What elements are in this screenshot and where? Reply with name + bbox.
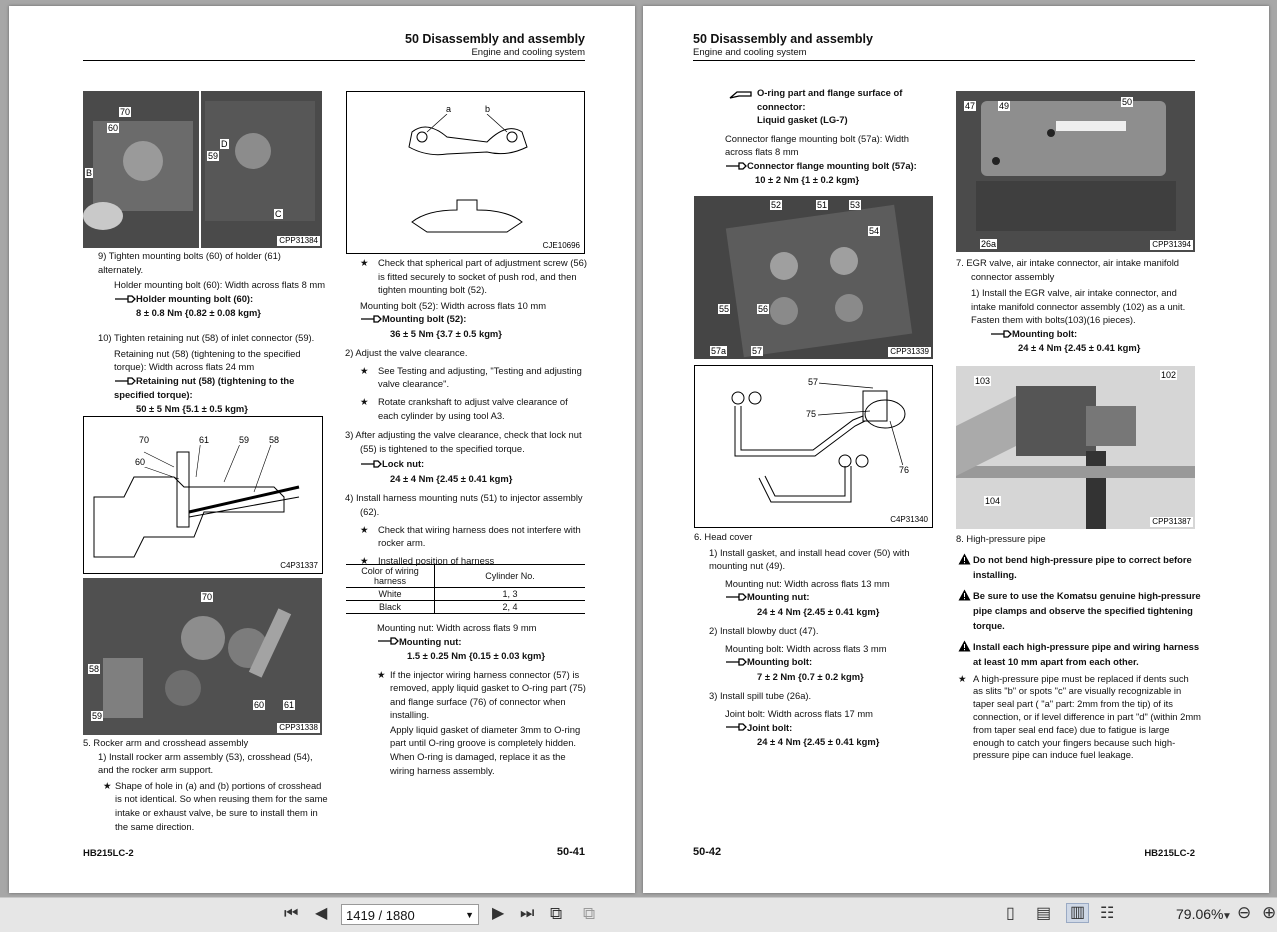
diagram-label: 59 [239, 435, 250, 445]
table-row [346, 601, 585, 614]
star-icon: ★ [360, 554, 369, 566]
wrench-icon [114, 293, 136, 307]
diagram-injector-section [83, 416, 323, 574]
torque-label: Mounting bolt: [1012, 327, 1078, 339]
photo-engine-head [956, 91, 1195, 252]
diagram-crosshead [346, 91, 585, 254]
torque-value: 8 ± 0.8 Nm {0.82 ± 0.08 kgm} [136, 307, 261, 319]
page-header-subtitle: Engine and cooling system [693, 47, 807, 58]
right-page [643, 6, 1269, 893]
gasket-value: Liquid gasket (LG-7) [757, 114, 848, 126]
next-view-icon[interactable]: ⧉ [583, 904, 596, 923]
wrench-icon [377, 635, 399, 649]
left-right-column-bottom [377, 621, 589, 777]
photo-head-cover [694, 196, 933, 359]
header-rule [83, 60, 585, 61]
torque-label: Joint bolt: [747, 721, 793, 733]
photo-label: D [221, 139, 228, 149]
photo-label: 104 [985, 496, 1001, 506]
step-10 [98, 331, 326, 415]
torque-value: 24 ± 4 Nm {2.45 ± 0.41 kgm} [757, 605, 880, 617]
step-5-heading: 5. Rocker arm and crosshead assembly [83, 737, 249, 748]
photo-label: 57 [752, 346, 763, 356]
chevron-down-icon[interactable]: ▼ [465, 910, 474, 920]
note [377, 668, 589, 778]
step-4: 4) Install harness mounting nuts (51) to injector assembly (62). [345, 492, 583, 517]
warning [956, 639, 1201, 669]
photo-label: B [86, 168, 93, 178]
two-page-view-icon[interactable]: ▥ [1066, 903, 1089, 923]
page-indicator: 1419 / 1880 [346, 908, 415, 923]
step-6-sub2: 2) Install blowby duct (47). [709, 625, 819, 637]
step-6-sub3: 3) Install spill tube (26a). [709, 690, 812, 702]
table-header: Cylinder No. [435, 565, 586, 588]
zoom-in-icon[interactable]: ⊕ [1262, 903, 1277, 922]
torque-label: Mounting bolt: [747, 656, 813, 668]
photo-label: 58 [89, 664, 100, 674]
spec: Mounting nut: Width across flats 9 mm [377, 622, 537, 633]
photo-label: 55 [719, 304, 730, 314]
photo-label: 49 [999, 101, 1010, 111]
photo-label: 26a [981, 239, 997, 249]
wrench-icon [360, 313, 382, 327]
step-10-text: 10) Tighten retaining nut (58) of inlet connector (59). [98, 332, 315, 343]
step-3: 3) After adjusting the valve clearance, check that lock nut (55) is tightened to the specified torque. [345, 429, 582, 454]
footer-page-number: 50-41 [556, 846, 585, 858]
left-right-column [345, 256, 590, 567]
figure-code: C4P31337 [280, 561, 318, 570]
table-cell: 2, 4 [435, 601, 586, 614]
warning-text: Do not bend high-pressure pipe to correct before installing. [973, 553, 1192, 580]
star-icon: ★ [103, 779, 112, 791]
wrench-icon [360, 458, 382, 472]
figure-code: CPP31338 [279, 723, 318, 732]
zoom-dropdown-icon[interactable]: ▼ [1222, 911, 1232, 922]
warning-icon [958, 589, 971, 605]
warning-text: Be sure to use the Komatsu genuine high-pressure pipe clamps and observe the specified tightening torque. [973, 589, 1201, 631]
photo-label: 70 [120, 107, 131, 117]
page-header-subtitle: Engine and cooling system [471, 47, 585, 58]
diagram-label: a [446, 104, 452, 114]
spec: Mounting nut: Width across flats 13 mm [725, 577, 890, 589]
photo-label: 102 [1161, 370, 1177, 380]
torque-label: Mounting bolt (52): [382, 313, 467, 325]
torque-value: 36 ± 5 Nm {3.7 ± 0.5 kgm} [390, 327, 502, 339]
photo-label: 50 [1122, 97, 1133, 107]
torque-spec [98, 292, 326, 320]
torque-label: Holder mounting bolt (60): [136, 292, 254, 304]
torque-value: 24 ± 4 Nm {2.45 ± 0.41 kgm} [1018, 342, 1141, 354]
figure-code: CPP31387 [1152, 517, 1191, 526]
torque-value: 24 ± 4 Nm {2.45 ± 0.41 kgm} [390, 472, 513, 484]
torque-label: Connector flange mounting bolt (57a): [747, 159, 917, 171]
step-10-spec: Retaining nut (58) (tightening to the specified torque): Width across flats 24 mm [114, 347, 301, 373]
note [83, 779, 328, 833]
step-5 [83, 736, 328, 833]
diagram-label: 57 [808, 377, 819, 387]
step-7-heading: 7. EGR valve, air intake connector, air intake manifold connector assembly [956, 257, 1180, 282]
photo-label: 47 [965, 101, 976, 111]
warning [956, 588, 1201, 633]
step-8-heading: 8. High-pressure pipe [956, 533, 1046, 544]
warning-icon [958, 640, 971, 656]
table-cell: Black [346, 601, 435, 614]
figure-code: C4P31340 [890, 515, 928, 524]
note-text: See Testing and adjusting, "Testing and adjusting valve clearance". [378, 364, 582, 390]
torque-value: 7 ± 2 Nm {0.7 ± 0.2 kgm} [757, 670, 864, 682]
star-icon: ★ [360, 257, 369, 268]
torque-label: Retaining nut (58) (tightening to the specified torque): [114, 374, 295, 401]
torque-spec [377, 635, 589, 663]
step-8 [956, 532, 1201, 762]
photo-valve-holder [83, 91, 322, 248]
torque-label: Lock nut: [382, 458, 425, 470]
gasket-item [727, 86, 937, 127]
star-icon: ★ [958, 672, 967, 684]
torque-spec [725, 159, 937, 187]
photo-label: 51 [817, 200, 828, 210]
note [956, 673, 1201, 763]
figure-code: CPP31394 [1152, 240, 1191, 249]
step-9-spec: Holder mounting bolt (60): Width across flats 8 mm [114, 279, 326, 291]
wrench-icon [725, 160, 747, 174]
torque-spec [956, 327, 1201, 355]
photo-label: 53 [850, 200, 861, 210]
diagram-label: 75 [806, 409, 817, 419]
photo-label: 52 [771, 200, 782, 210]
wrench-icon [725, 721, 747, 735]
wrench-icon [114, 375, 136, 389]
photo-label: 60 [254, 700, 265, 710]
step-5-sub1: 1) Install rocker arm assembly (53), crosshead (54), and the rocker arm support. [98, 750, 313, 776]
step-6-heading: 6. Head cover [694, 531, 753, 542]
diagram-label: 76 [899, 465, 910, 475]
photo-egr-valve [956, 366, 1195, 529]
torque-label: Mounting nut: [399, 635, 462, 647]
star-icon: ★ [360, 364, 369, 376]
note-text: A high-pressure pipe must be replaced if dents such as slits "b" or spots "c" are visually recognizable in taper seal part ( "a" part: 2mm from the tip) of its connection, or if level difference in part "d" (within 2mm from taper seal end face) due to fatigue is large enough to catch your fingers because such high-pressure pipe can induce fuel leakage. [973, 672, 1201, 761]
single-page-view-icon[interactable]: ▯ [1006, 905, 1015, 922]
diagram-label: 60 [135, 457, 146, 467]
diagram-label: b [485, 104, 491, 114]
photo-label: 54 [869, 226, 880, 236]
torque-spec [360, 457, 590, 485]
torque-value: 1.5 ± 0.25 Nm {0.15 ± 0.03 kgm} [407, 649, 545, 661]
photo-injector-installed [83, 578, 322, 735]
harness-table [346, 564, 585, 614]
torque-spec [694, 590, 939, 618]
warning-icon [958, 553, 971, 569]
figure-code: CPP31384 [279, 236, 318, 245]
diagram-harness-connector [694, 365, 933, 528]
note-text: If the injector wiring harness connector (57) is removed, apply liquid gasket to O-ring part (75) and flange surface (76) of connector when installing. [390, 668, 586, 721]
photo-label: 59 [208, 151, 219, 161]
star-icon: ★ [360, 396, 369, 408]
diagram-label: 70 [139, 435, 150, 445]
torque-spec [694, 721, 939, 749]
previous-page-button[interactable]: ◀ [315, 905, 328, 922]
photo-label: C [275, 209, 282, 219]
note-text: Apply liquid gasket of diameter 3mm to O-ring part until O-ring groove is completely hidden. When O-ring is damaged, replace it as the wiring harness assembly. [390, 723, 581, 776]
spec: Connector flange mounting bolt (57a): Width across flats 8 mm [725, 132, 909, 158]
page-header-title: 50 Disassembly and assembly [693, 32, 873, 46]
first-page-button[interactable]: ⏮ [284, 905, 299, 922]
wrench-icon [990, 328, 1012, 342]
warning-text: Install each high-pressure pipe and wiring harness at least 10 mm apart from each other. [973, 640, 1200, 667]
left-page [9, 6, 635, 893]
wrench-icon [725, 591, 747, 605]
photo-label: 57a [711, 346, 727, 356]
figure-code: CPP31339 [890, 347, 929, 356]
wrench-icon [725, 656, 747, 670]
photo-label: 56 [758, 304, 769, 314]
photo-label: 59 [92, 711, 103, 721]
zoom-level[interactable]: 79.06% [1176, 906, 1224, 922]
step-6-sub1: 1) Install gasket, and install head cover (50) with mounting nut (49). [709, 546, 910, 572]
note-text: Check that spherical part of adjustment screw (56) is fitted securely to socket of push rod, and then tighten mounting bolt (52). [378, 257, 587, 296]
note-text: Installed position of harness [378, 554, 495, 566]
last-page-button[interactable]: ⏭ [520, 905, 535, 922]
star-icon: ★ [377, 668, 386, 680]
note [360, 523, 590, 550]
photo-label: 103 [975, 376, 991, 386]
diagram-label: 58 [269, 435, 280, 445]
header-rule [693, 60, 1195, 61]
star-icon: ★ [360, 523, 369, 535]
diagram-label: 61 [199, 435, 210, 445]
step-7 [956, 256, 1201, 355]
table-cell: White [346, 588, 435, 601]
note-text: Rotate crankshaft to adjust valve clearance of each cylinder by using tool A3. [378, 396, 568, 421]
torque-spec [98, 374, 326, 416]
torque-value: 50 ± 5 Nm {5.1 ± 0.5 kgm} [136, 402, 248, 414]
step-7-sub1: 1) Install the EGR valve, air intake connector, and intake manifold connector assembly (102) as a unit. Fasten them with bolts(103)(16 pieces). [971, 287, 1186, 326]
gasket-spec [727, 86, 937, 187]
warning [956, 552, 1201, 582]
table-header-row [346, 565, 585, 588]
note-text: Check that wiring harness does not interfere with rocker arm. [378, 523, 581, 549]
page-number-input[interactable] [341, 904, 479, 925]
viewer-toolbar [0, 897, 1277, 932]
gasket-icon [729, 89, 753, 103]
spec: Mounting bolt (52): Width across flats 10 mm [360, 299, 547, 311]
torque-spec [360, 312, 590, 340]
note-text: Shape of hole in (a) and (b) portions of crosshead is not identical. So when reusing them for the same intake or exhaust valve, be sure to install them in the same direction. [115, 779, 328, 832]
torque-spec [694, 655, 939, 683]
table-row [346, 588, 585, 601]
spec: Joint bolt: Width across flats 17 mm [725, 707, 873, 719]
gasket-label: O-ring part and flange surface of connector: [757, 87, 903, 112]
zoom-out-icon[interactable]: ⊖ [1237, 903, 1252, 922]
table-cell: 1, 3 [435, 588, 586, 601]
step-9 [98, 249, 326, 320]
page-header-title: 50 Disassembly and assembly [405, 32, 585, 46]
continuous-view-icon[interactable]: ▤ [1036, 905, 1052, 922]
figure-code: CJE10696 [542, 241, 580, 250]
note [360, 364, 590, 391]
step-9-text: 9) Tighten mounting bolts (60) of holder (61) alternately. [98, 250, 281, 275]
two-page-continuous-icon[interactable]: ☷ [1100, 905, 1115, 922]
photo-label: 60 [108, 123, 119, 133]
next-page-button[interactable]: ▶ [492, 905, 505, 922]
photo-label: 70 [202, 592, 213, 602]
photo-label: 61 [284, 700, 295, 710]
footer-model: HB215LC-2 [1144, 848, 1195, 859]
note [360, 256, 590, 297]
torque-value: 10 ± 2 Nm {1 ± 0.2 kgm} [755, 174, 860, 186]
note [360, 395, 590, 422]
footer-model: HB215LC-2 [83, 848, 134, 859]
torque-value: 24 ± 4 Nm {2.45 ± 0.41 kgm} [757, 735, 880, 747]
spec: Mounting bolt: Width across flats 3 mm [725, 642, 887, 654]
torque-label: Mounting nut: [747, 591, 810, 603]
step-6 [694, 530, 939, 748]
footer-page-number: 50-42 [693, 846, 722, 858]
table-header: Color of wiring harness [346, 565, 435, 588]
step-2: 2) Adjust the valve clearance. [345, 347, 468, 359]
previous-view-icon[interactable]: ⧉ [550, 904, 563, 923]
